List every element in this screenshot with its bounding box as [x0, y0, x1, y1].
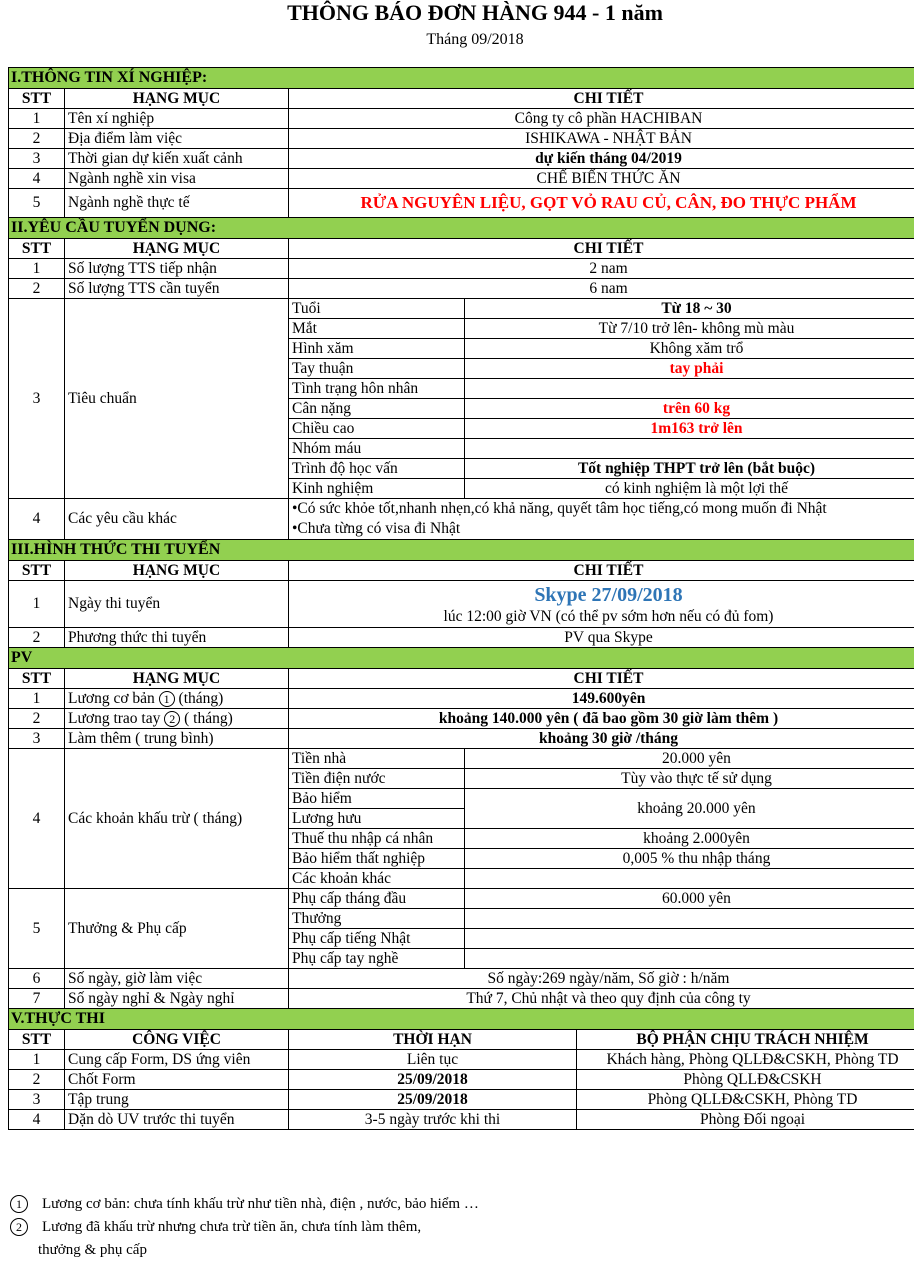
- criteria-row: Cân nặng trên 60 kg: [9, 399, 914, 419]
- criteria-row: Chiều cao 1m163 trở lên: [9, 419, 914, 439]
- table-row: 1 Tên xí nghiệp Công ty cô phần HACHIBAN: [9, 109, 914, 129]
- column-header-row: [9, 89, 914, 109]
- bonus-row: Phụ cấp tay nghề: [9, 949, 914, 969]
- footnote-text: Lương đã khấu trừ nhưng chưa trừ tiền ăn, chưa tính làm thêm,: [42, 1219, 422, 1235]
- criteria-row: Kinh nghiệm có kinh nghiệm là một lợi thế: [9, 479, 914, 499]
- criteria-row: Tay thuận tay phải: [9, 359, 914, 379]
- order-table: [8, 67, 914, 1130]
- table-row: 7 Số ngày nghỉ & Ngày nghỉ Thứ 7, Chủ nhật và theo quy định của công ty: [9, 989, 914, 1009]
- column-header-row: STT HẠNG MỤC CHI TIẾT: [9, 669, 914, 689]
- column-header-row: STT CÔNG VIỆC THỜI HẠN BỘ PHẬN CHỊU TRÁCH NHIỆM: [9, 1030, 914, 1050]
- table-row: 3 Làm thêm ( trung bình) khoảng 30 giờ /tháng: [9, 729, 914, 749]
- section-2-header: II.YÊU CẦU TUYỂN DỤNG:: [9, 218, 914, 239]
- exam-date-row: 1 Ngày thi tuyển Skype 27/09/2018 lúc 12:00 giờ VN (có thể pv sớm hơn nếu có đủ fom): [9, 581, 914, 628]
- footnote-marker: 2: [164, 711, 180, 727]
- criteria-row: Nhóm máu: [9, 439, 914, 459]
- table-row: 2 Lương trao tay 2 ( tháng) khoảng 140.000 yên ( đã bao gồm 30 giờ làm thêm ): [9, 709, 914, 729]
- deduction-row: Tiền điện nước Tùy vào thực tế sử dụng: [9, 769, 914, 789]
- footnote-marker: 1: [10, 1195, 28, 1213]
- deduction-row: Bảo hiểm thất nghiệp 0,005 % thu nhập tháng: [9, 849, 914, 869]
- deduction-row: Thuế thu nhập cá nhân khoảng 2.000yên: [9, 829, 914, 849]
- footnote-marker: 1: [159, 691, 175, 707]
- footnote-text: thưởng & phụ cấp: [38, 1242, 147, 1258]
- col-stt: STT: [9, 89, 65, 109]
- criteria-row: Mắt Từ 7/10 trở lên- không mù màu: [9, 319, 914, 339]
- criteria-row: Trình độ học vấn Tốt nghiệp THPT trở lên (bắt buộc): [9, 459, 914, 479]
- table-row: 1 Số lượng TTS tiếp nhận 2 nam: [9, 259, 914, 279]
- table-row: 2 Địa điểm làm việc ISHIKAWA - NHẬT BẢN: [9, 129, 914, 149]
- table-row: 2 Phương thức thi tuyển PV qua Skype: [9, 628, 914, 648]
- table-row: 5 Ngành nghề thực tế RỬA NGUYÊN LIỆU, GỌT VỎ RAU CỦ, CÂN, ĐO THỰC PHẨM: [9, 189, 914, 218]
- section-1-header: I.THÔNG TIN XÍ NGHIỆP:: [9, 68, 914, 89]
- deduction-row: 4 Các khoản khấu trừ ( tháng) Tiền nhà 20.000 yên: [9, 749, 914, 769]
- take-home-salary: khoảng 140.000 yên ( đã bao gồm 30 giờ làm thêm ): [289, 709, 914, 729]
- footnote-marker: 2: [10, 1218, 28, 1236]
- other-requirements-row: 4 Các yêu cầu khác •Có sức khỏe tốt,nhanh nhẹn,có khả năng, quyết tâm học tiếng,có mong muốn đi Nhật •Chưa từng có visa đi Nhật: [9, 499, 914, 540]
- section-3-header: III.HÌNH THỨC THI TUYỂN: [9, 540, 914, 561]
- column-header-row: STT HẠNG MỤC CHI TIẾT: [9, 239, 914, 259]
- requirement-line: •Chưa từng có visa đi Nhật: [292, 520, 461, 537]
- exam-date-headline: Skype 27/09/2018: [534, 584, 683, 606]
- section-5-header: V.THỰC THI: [9, 1009, 914, 1030]
- page-subtitle: Tháng 09/2018: [426, 31, 524, 48]
- deduction-row: Lương hưu: [9, 809, 914, 829]
- col-item: HẠNG MỤC: [65, 89, 289, 109]
- col-detail: CHI TIẾT: [289, 89, 914, 109]
- requirement-line: •Có sức khỏe tốt,nhanh nhẹn,có khả năng, quyết tâm học tiếng,có mong muốn đi Nhật: [292, 500, 827, 517]
- table-row: 1 Cung cấp Form, DS ứng viên Liên tục Khách hàng, Phòng QLLĐ&CSKH, Phòng TD: [9, 1050, 914, 1070]
- bonus-row: 5 Thưởng & Phụ cấp Phụ cấp tháng đầu 60.000 yên: [9, 889, 914, 909]
- column-header-row: STT HẠNG MỤC CHI TIẾT: [9, 561, 914, 581]
- company-name: Công ty cô phần HACHIBAN: [289, 109, 914, 129]
- table-row: 2 Chốt Form 25/09/2018 Phòng QLLĐ&CSKH: [9, 1070, 914, 1090]
- table-row: 3 Tập trung 25/09/2018 Phòng QLLĐ&CSKH, Phòng TD: [9, 1090, 914, 1110]
- table-row: 6 Số ngày, giờ làm việc Số ngày:269 ngày/năm, Số giờ : h/năm: [9, 969, 914, 989]
- section-4-header: PV: [9, 648, 914, 669]
- criteria-row: Tình trạng hôn nhân: [9, 379, 914, 399]
- table-row: 1 Lương cơ bản 1 (tháng) 149.600yên: [9, 689, 914, 709]
- bonus-row: Thưởng: [9, 909, 914, 929]
- footnote-text: Lương cơ bản: chưa tính khấu trừ như tiền nhà, điện , nước, bảo hiểm …: [42, 1196, 479, 1212]
- table-row: 3 Thời gian dự kiến xuất cảnh dự kiến tháng 04/2019: [9, 149, 914, 169]
- footnotes: [10, 1193, 479, 1262]
- base-salary: 149.600yên: [289, 689, 914, 709]
- table-row: 4 Ngành nghề xin visa CHẾ BIẾN THỨC ĂN: [9, 169, 914, 189]
- deduction-row: Bảo hiểm khoảng 20.000 yên: [9, 789, 914, 809]
- deduction-row: Các khoản khác: [9, 869, 914, 889]
- actual-job: RỬA NGUYÊN LIỆU, GỌT VỎ RAU CỦ, CÂN, ĐO THỰC PHẨM: [289, 189, 914, 218]
- criteria-row: 3 Tiêu chuẩn Tuổi Từ 18 ~ 30: [9, 299, 914, 319]
- exam-time-note: lúc 12:00 giờ VN (có thể pv sớm hơn nếu có đủ fom): [443, 608, 774, 625]
- table-row: 4 Dặn dò UV trước thi tuyển 3-5 ngày trước khi thi Phòng Đối ngoại: [9, 1110, 914, 1130]
- bonus-row: Phụ cấp tiếng Nhật: [9, 929, 914, 949]
- table-row: 2 Số lượng TTS cần tuyển 6 nam: [9, 279, 914, 299]
- page-title: THÔNG BÁO ĐƠN HÀNG 944 - 1 năm: [287, 0, 663, 25]
- criteria-row: Hình xăm Không xăm trổ: [9, 339, 914, 359]
